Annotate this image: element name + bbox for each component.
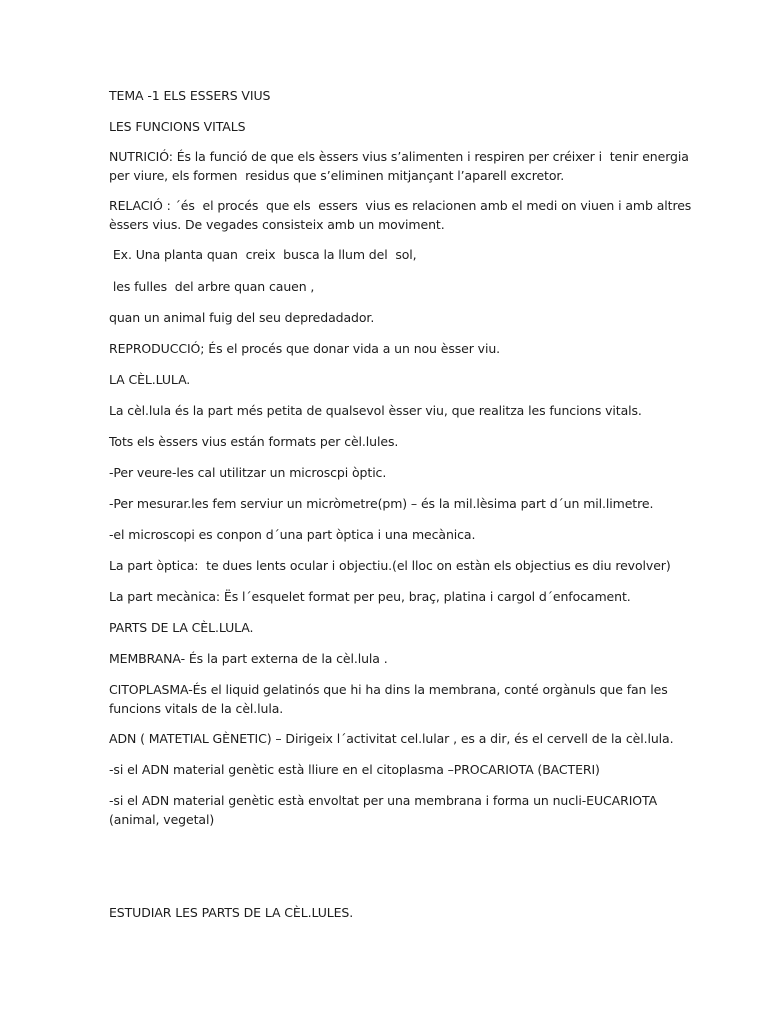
paragraph-line: RELACIÓ : ´és el procés que els essers vius es relacionen amb el medi on viuen i amb altres <box>109 198 692 213</box>
paragraph-line: CITOPLASMA-És el liquid gelatinós que hi ha dins la membrana, conté orgànuls que fan les <box>109 682 668 697</box>
paragraph-line: per viure, els formen residus que s’eliminen mitjançant l’aparell excretor. <box>109 168 565 183</box>
paragraph-nutricio <box>109 147 689 185</box>
paragraph-relacio <box>109 196 692 234</box>
paragraph-citoplasma <box>109 680 669 718</box>
list-item-veure: -Per veure-les cal utilitzar un microscpi òptic. <box>109 465 387 480</box>
paragraph-part-mecanica: La part mecànica: Ës l´esquelet format per peu, braç, platina i cargol d´enfocament. <box>109 589 631 604</box>
list-item-eucariota <box>109 791 669 829</box>
section-heading-cellula: LA CÈL.LULA. <box>109 372 191 387</box>
list-item-microscopi: -el microscopi es conpon d´una part òptica i una mecànica. <box>109 527 476 542</box>
example-line-3: quan un animal fuig del seu depredadador. <box>109 310 375 325</box>
paragraph-estudiar: ESTUDIAR LES PARTS DE LA CÈL.LULES. <box>109 905 354 920</box>
paragraph-line: NUTRICIÓ: És la funció de que els èssers vius s’alimenten i respiren per créixer i tenir energia <box>109 149 689 164</box>
paragraph-line: -si el ADN material genètic està envoltat per una membrana i forma un nucli-EUCARIOTA <box>109 793 658 808</box>
example-line-2: les fulles del arbre quan cauen , <box>109 279 315 294</box>
example-line-1: Ex. Una planta quan creix busca la llum del sol, <box>109 247 417 262</box>
section-heading-funcions-vitals: LES FUNCIONS VITALS <box>109 119 246 134</box>
paragraph-line: èssers vius. De vegades consisteix amb un moviment. <box>109 217 445 232</box>
paragraph-line: (animal, vegetal) <box>109 812 215 827</box>
document-title: TEMA -1 ELS ESSERS VIUS <box>109 88 271 103</box>
paragraph-reproduccio: REPRODUCCIÓ; És el procés que donar vida a un nou èsser viu. <box>109 341 501 356</box>
paragraph-cellula-definition: La cèl.lula és la part més petita de qualsevol èsser viu, que realitza les funcions vitals. <box>109 403 642 418</box>
paragraph-membrana: MEMBRANA- És la part externa de la cèl.lula . <box>109 651 388 666</box>
paragraph-tots: Tots els èssers vius están formats per cèl.lules. <box>109 434 399 449</box>
paragraph-adn: ADN ( MATETIAL GÈNETIC) – Dirigeix l´activitat cel.lular , es a dir, és el cervell de la cèl.lula. <box>109 731 674 746</box>
section-heading-parts: PARTS DE LA CÈL.LULA. <box>109 620 254 635</box>
list-item-mesurar: -Per mesurar.les fem serviur un micròmetre(pm) – és la mil.lèsima part d´un mil.limetre. <box>109 496 654 511</box>
paragraph-line: funcions vitals de la cèl.lula. <box>109 701 284 716</box>
paragraph-part-optica: La part òptica: te dues lents ocular i objectiu.(el lloc on estàn els objectius es diu revolver) <box>109 558 671 573</box>
list-item-procariota: -si el ADN material genètic està lliure en el citoplasma –PROCARIOTA (BACTERI) <box>109 762 600 777</box>
